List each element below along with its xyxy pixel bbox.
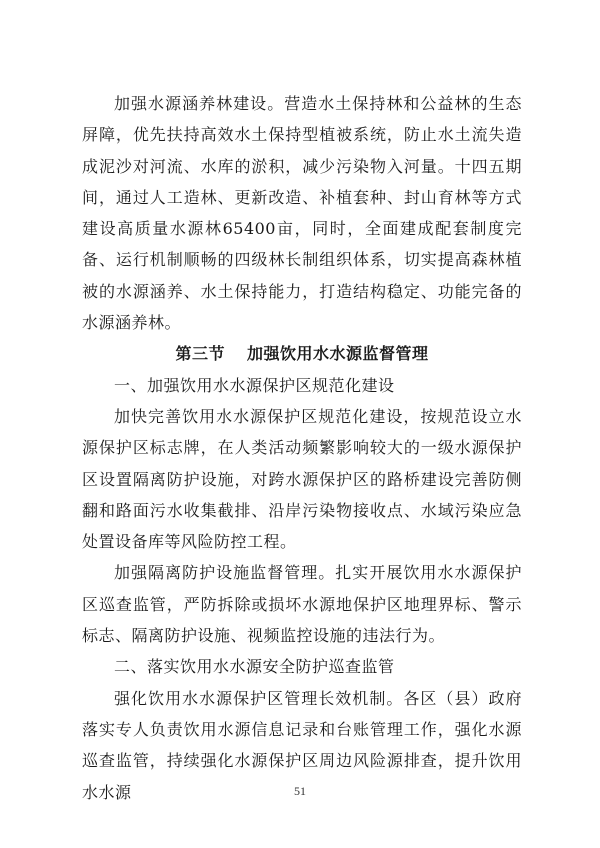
page-number: 51 — [294, 784, 306, 798]
section-number: 第三节 — [175, 344, 225, 364]
document-page — [82, 88, 522, 808]
paragraph-long-term-mechanism: 强化饮用水水源保护区管理长效机制。各区（县）政府落实专人负责饮用水源信息记录和台账管理工作，强化水源巡查监管，持续强化水源保护区周边风险源排查，提升饮用水水源 — [82, 688, 522, 802]
paragraph-isolation-facility-supervision: 加强隔离防护设施监督管理。扎实开展饮用水水源保护区巡查监管，严防拆除或损坏水源地保护区地理界标、警示标志、隔离防护设施、视频监控设施的违法行为。 — [82, 563, 522, 646]
subheading-safety-inspection: 二、落实饮用水水源安全防护巡查监管 — [114, 657, 395, 677]
section-title: 加强饮用水水源监督管理 — [247, 344, 429, 364]
paragraph-protection-zone-construction: 加快完善饮用水水源保护区规范化建设，按规范设立水源保护区标志牌，在人类活动频繁影响较大的一级水源保护区设置隔离防护设施，对跨水源保护区的路桥建设完善防侧翻和路面污水收集截排、沿岸污染物接收点、水域污染应急处置设备库等风险防控工程。 — [82, 406, 522, 552]
section-heading — [82, 338, 522, 369]
paragraph-water-conservation-forest: 加强水源涵养林建设。营造水土保持林和公益林的生态屏障，优先扶持高效水土保持型植被系统，防止水土流失造成泥沙对河流、水库的淤积，减少污染物入河量。十四五期间，通过人工造林、更新改造、补植套种、封山育林等方式建设高质量水源林65400亩，同时，全面建成配套制度完备、运行机制顺畅的四级林长制组织体系，切实提高森林植被的水源涵养、水土保持能力，打造结构稳定、功能完备的水源涵养林。 — [82, 94, 522, 333]
subheading-protection-zone-standardization: 一、加强饮用水水源保护区规范化建设 — [114, 375, 395, 395]
